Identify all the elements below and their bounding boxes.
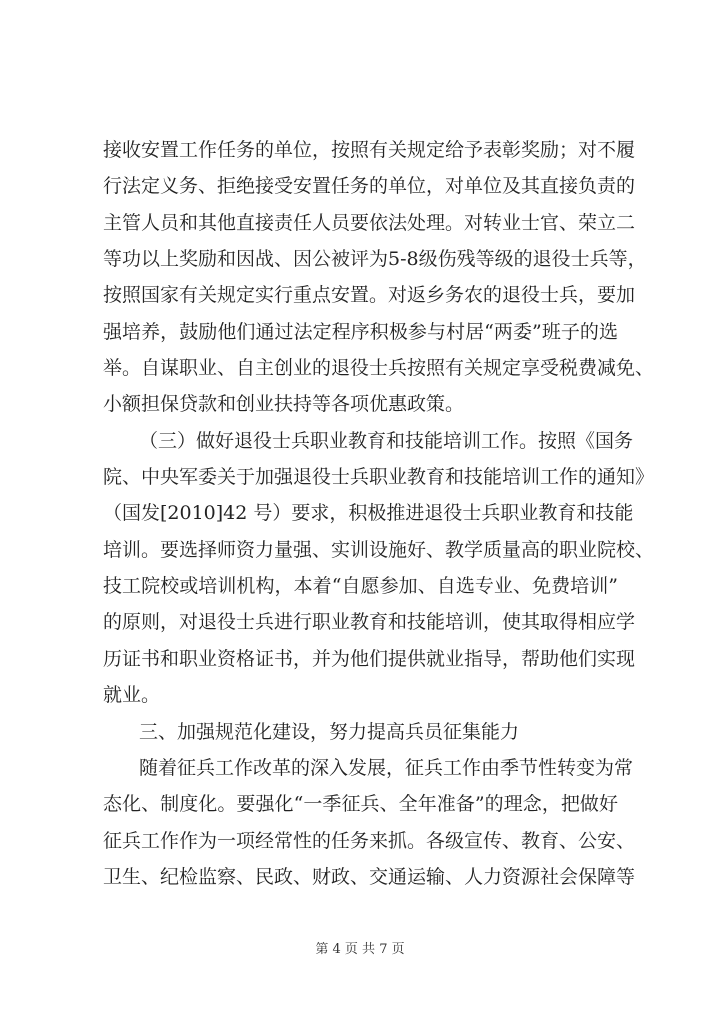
text-line: 按照国家有关规定实行重点安置。对返乡务农的退役士兵，要加 — [103, 284, 636, 307]
text-line: 接收安置工作任务的单位，按照有关规定给予表彰奖励；对不履 — [103, 139, 636, 161]
text-line: 院、中央军委关于加强退役士兵职业教育和技能培训工作的通知》 — [103, 466, 655, 489]
text-line: 举。自谋职业、自主创业的退役士兵按照有关规定享受税费减免、 — [103, 357, 655, 380]
text-line: 技工院校或培训机构，本着“自愿参加、自选专业、免费培训” — [103, 575, 618, 598]
document-body — [103, 132, 655, 895]
text-line: 强培养，鼓励他们通过法定程序积极参与村居“两委”班子的选 — [103, 320, 618, 343]
text-line: 历证书和职业资格证书，并为他们提供就业指导，帮助他们实现 — [103, 647, 636, 670]
text-line: 三、加强规范化建设，努力提高兵员征集能力 — [139, 720, 520, 743]
text-line: 随着征兵工作改革的深入发展，征兵工作由季节性转变为常 — [139, 756, 634, 779]
text-line: 主管人员和其他直接责任人员要依法处理。对转业士官、荣立二 — [103, 211, 636, 234]
text-line: 小额担保贷款和创业扶持等各项优惠政策。 — [103, 393, 465, 416]
text-line: 的原则，对退役士兵进行职业教育和技能培训，使其取得相应学 — [103, 611, 636, 634]
text-line: 征兵工作作为一项经常性的任务来抓。各级宣传、教育、公安、 — [103, 829, 636, 852]
text-line: 就业。 — [103, 684, 161, 707]
page-footer: 第 4 页 共 7 页 — [315, 942, 405, 957]
text-line: （国发[2010]42 号）要求，积极推进退役士兵职业教育和技能 — [103, 502, 634, 525]
text-line: 等功以上奖励和因战、因公被评为5-8级伤残等级的退役士兵等， — [103, 248, 647, 271]
text-line: 卫生、纪检监察、民政、财政、交通运输、人力资源社会保障等 — [103, 865, 636, 888]
text-line: 培训。要选择师资力量强、实训设施好、教学质量高的职业院校、 — [103, 538, 655, 561]
text-line: （三）做好退役士兵职业教育和技能培训工作。按照《国务 — [139, 429, 634, 452]
text-line: 态化、制度化。要强化“一季征兵、全年准备”的理念，把做好 — [103, 793, 618, 816]
text-line: 行法定义务、拒绝接受安置任务的单位，对单位及其直接负责的 — [103, 175, 636, 198]
